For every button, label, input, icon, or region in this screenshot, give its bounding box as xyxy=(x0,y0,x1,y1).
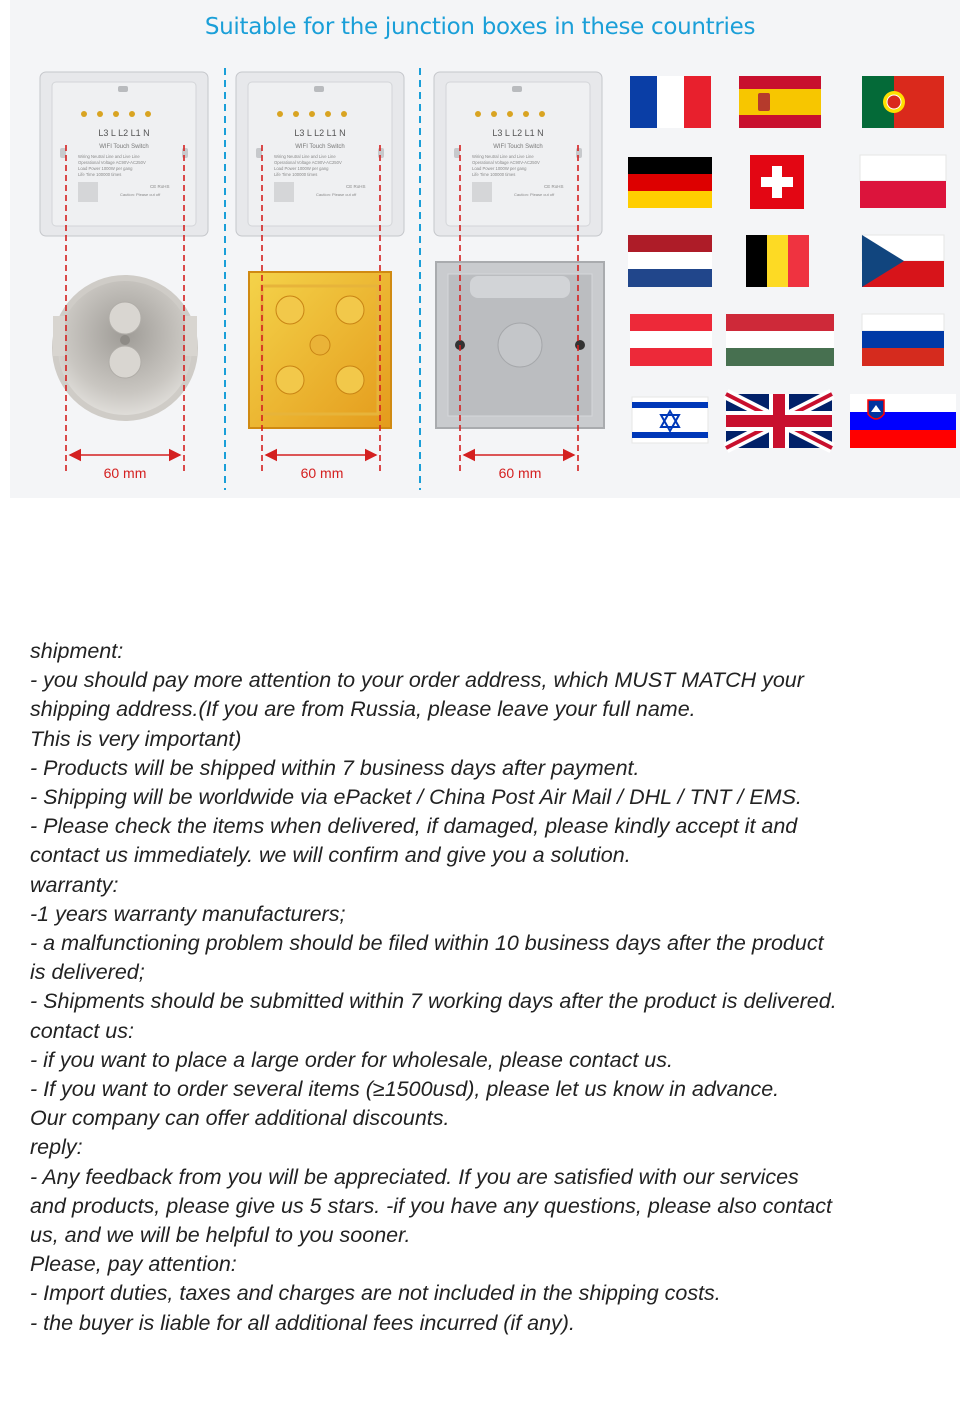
policy-line: warranty: xyxy=(30,872,119,897)
switch-back-1 xyxy=(40,72,208,236)
switch-caution: Caution: Please cut off xyxy=(316,192,357,197)
flag-poland xyxy=(860,155,946,208)
switch-model-label: WIFI Touch Switch xyxy=(295,144,345,150)
flag-czech-republic xyxy=(862,235,944,287)
flag-netherlands xyxy=(628,235,712,287)
dimension-label-2: 60 mm xyxy=(300,465,344,481)
switch-cert: CE RoHS xyxy=(150,184,170,189)
policy-line: shipment: xyxy=(30,639,124,663)
terminal-labels: L3 L L2 L1 N xyxy=(492,128,544,138)
flag-germany xyxy=(628,157,712,208)
switch-back-2 xyxy=(236,72,404,236)
flag-slovenia xyxy=(850,394,956,448)
policy-line: -1 years warranty manufacturers; xyxy=(30,901,346,926)
flag-spain xyxy=(739,76,821,128)
switch-spec-1: Wiring Neutral Line and Live Line xyxy=(472,154,534,159)
policy-line: - Any feedback from you will be appreciated. If you are satisfied with our services xyxy=(30,1164,799,1189)
switch-spec-4: Life Time 100000 times xyxy=(472,172,516,177)
flag-austria xyxy=(630,314,712,366)
switch-cert: CE RoHS xyxy=(346,184,366,189)
flag-russia xyxy=(862,314,944,366)
switch-model-label: WIFI Touch Switch xyxy=(493,144,543,150)
dimension-label-1: 60 mm xyxy=(103,465,147,481)
policy-line: and products, please give us 5 stars. -if you have any questions, please also contact xyxy=(30,1193,832,1218)
policy-line: - the buyer is liable for all additional fees incurred (if any). xyxy=(30,1310,575,1335)
switch-spec-4: Life Time 100000 times xyxy=(274,172,318,177)
dimension-label-3: 60 mm xyxy=(498,465,542,481)
switch-spec-2: Operational Voltage AC90V-AC250V xyxy=(274,160,342,165)
policy-line: us, and we will be helpful to you sooner. xyxy=(30,1223,411,1248)
flag-israel xyxy=(632,397,708,443)
policy-line: - Products will be shipped within 7 business days after payment. xyxy=(30,755,640,780)
flag-portugal xyxy=(862,76,944,128)
policy-line: - you should pay more attention to your order address, which MUST MATCH your xyxy=(30,668,804,693)
policy-line: is delivered; xyxy=(30,960,145,985)
flag-switzerland xyxy=(750,155,804,209)
terminal-labels: L3 L L2 L1 N xyxy=(98,128,150,138)
switch-spec-1: Wiring Neutral Line and Live Line xyxy=(78,154,140,159)
switch-cert: CE RoHS xyxy=(544,184,564,189)
policy-line: contact us: xyxy=(30,1018,134,1043)
switch-spec-3: Load Power 1000W per gang xyxy=(78,166,133,171)
switch-spec-1: Wiring Neutral Line and Live Line xyxy=(274,154,336,159)
switch-spec-3: Load Power 1000W per gang xyxy=(274,166,329,171)
flag-france xyxy=(630,76,711,128)
policy-line: Please, pay attention: xyxy=(30,1252,237,1277)
policy-line: - Shipments should be submitted within 7 working days after the product is delivered. xyxy=(30,989,837,1014)
terminal-labels: L3 L L2 L1 N xyxy=(294,128,346,138)
flag-belgium xyxy=(746,235,809,287)
switch-spec-4: Life Time 100000 times xyxy=(78,172,122,177)
switch-model-label: WIFI Touch Switch xyxy=(99,144,149,150)
policy-line: This is very important) xyxy=(30,726,242,751)
switch-caution: Caution: Please cut off xyxy=(120,192,161,197)
policy-line: Our company can offer additional discounts. xyxy=(30,1106,450,1131)
policy-line: contact us immediately. we will confirm and give you a solution. xyxy=(30,843,631,868)
policy-line: reply: xyxy=(30,1135,83,1160)
policy-line: - Import duties, taxes and charges are not included in the shipping costs. xyxy=(30,1281,721,1306)
banner-title: Suitable for the junction boxes in these countries xyxy=(204,14,756,40)
yellow-square-junction-box xyxy=(249,272,391,428)
switch-caution: Caution: Please cut off xyxy=(514,192,555,197)
switch-spec-3: Load Power 1000W per gang xyxy=(472,166,527,171)
flag-united-kingdom xyxy=(726,394,832,448)
switch-spec-2: Operational Voltage AC90V-AC250V xyxy=(472,160,540,165)
banner-graphic xyxy=(0,0,960,500)
policy-text-block xyxy=(30,637,950,1338)
switch-spec-2: Operational Voltage AC90V-AC250V xyxy=(78,160,146,165)
policy-line: - if you want to place a large order for wholesale, please contact us. xyxy=(30,1047,673,1072)
flag-hungary xyxy=(726,314,834,366)
policy-line: - Please check the items when delivered, if damaged, please kindly accept it and xyxy=(30,814,798,839)
round-junction-box xyxy=(53,278,197,418)
switch-back-3 xyxy=(434,72,602,236)
policy-line: - Shipping will be worldwide via ePacket / China Post Air Mail / DHL / TNT / EMS. xyxy=(30,785,802,810)
policy-line: - If you want to order several items (≥1500usd), please let us know in advance. xyxy=(30,1077,780,1102)
policy-line: shipping address.(If you are from Russia, please leave your full name. xyxy=(30,697,696,722)
policy-line: - a malfunctioning problem should be filed within 10 business days after the product xyxy=(30,931,824,956)
